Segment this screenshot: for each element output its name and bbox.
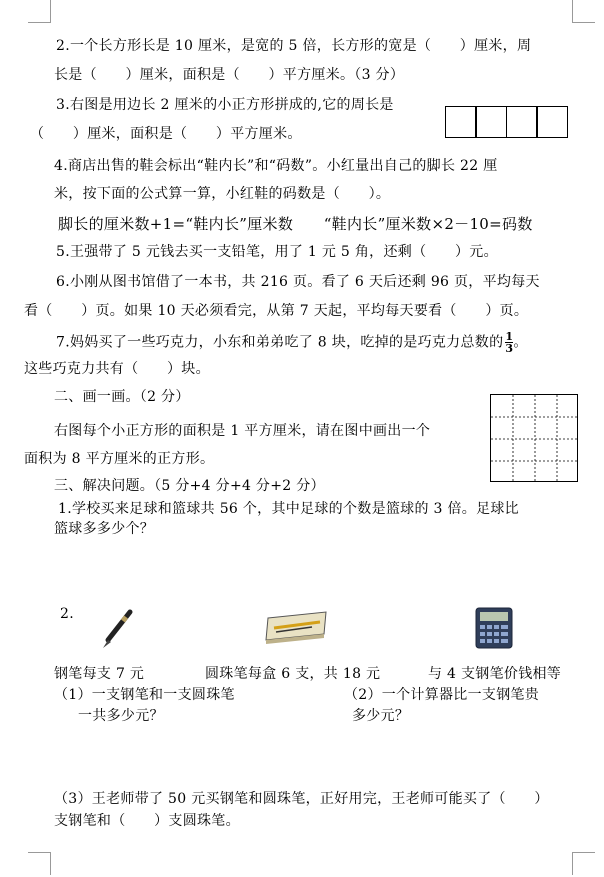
section2-line1: 右图每个小正方形的面积是 1 平方厘米，请在图中画出一个 — [54, 423, 431, 439]
corner-mark-top-left — [28, 0, 51, 23]
problem2-q2-line1: （2）一个计算器比一支钢笔贵 — [344, 687, 540, 703]
corner-mark-bottom-left — [28, 852, 51, 875]
q7-fraction-denominator: 3 — [505, 342, 514, 355]
q4-formula: 脚长的厘米数+1=“鞋内长”厘米数 “鞋内长”厘米数×2－10=码数 — [58, 215, 533, 233]
q7-period: 。 — [513, 334, 528, 351]
q3-square — [506, 106, 538, 138]
problem2-number: 2. — [60, 606, 74, 622]
fountain-pen-image — [96, 608, 136, 652]
section3-title: 三、解决问题。（5 分+4 分+4 分+2 分） — [54, 478, 325, 494]
q2-line2: 长是（ ）厘米，面积是（ ）平方厘米。（3 分） — [54, 67, 405, 83]
problem2-q2-line2: 多少元？ — [352, 708, 410, 724]
calculator-image — [474, 606, 514, 650]
drawing-grid-lines — [491, 395, 579, 483]
q7-fraction-numerator: 1 — [505, 330, 514, 343]
calculator-price-label: 与 4 支钢笔价钱相等 — [428, 666, 562, 682]
q7-text: 7.妈妈买了一些巧克力，小东和弟弟吃了 8 块，吃掉的是巧克力总数的 — [56, 334, 504, 351]
q3-line2: （ ）厘米，面积是（ ）平方厘米。 — [30, 126, 302, 142]
section2-title: 二、画一画。（2 分） — [54, 389, 190, 405]
ballpen-box-image — [262, 610, 330, 644]
q3-square — [475, 106, 507, 138]
problem1-line1: 1.学校买来足球和篮球共 56 个，其中足球的个数是篮球的 3 倍。足球比 — [58, 501, 519, 517]
q6-line2: 看（ ）页。如果 10 天必须看完，从第 7 天起，平均每天要看（ ）页。 — [24, 303, 529, 319]
q4-line1: 4.商店出售的鞋会标出“鞋内长”和“码数”。小红量出自己的脚长 22 厘 — [54, 158, 498, 174]
pen-price-label: 钢笔每支 7 元 — [54, 666, 145, 682]
problem1-line2: 篮球多多少个？ — [54, 521, 155, 537]
problem2-q1-line1: （1）一支钢笔和一支圆珠笔 — [54, 687, 235, 703]
q7-line2: 这些巧克力共有（ ）块。 — [24, 361, 210, 377]
q6-line1: 6.小刚从图书馆借了一本书，共 216 页。看了 6 天后还剩 96 页，平均每天 — [56, 274, 540, 290]
q2-line1: 2.一个长方形长是 10 厘米，是宽的 5 倍，长方形的宽是（ ）厘米，周 — [56, 38, 532, 54]
problem2-q1-line2: 一共多少元？ — [78, 708, 164, 724]
q3-square-figure — [446, 106, 568, 138]
q3-square — [445, 106, 477, 138]
q7-line1 — [56, 331, 528, 354]
problem2-q3-line1: （3）王老师带了 50 元买钢笔和圆珠笔，正好用完，王老师可能买了（ ） — [54, 791, 549, 807]
q3-square — [536, 106, 568, 138]
corner-mark-top-right — [572, 0, 595, 23]
problem2-q3-line2: 支钢笔和（ ）支圆珠笔。 — [54, 813, 240, 829]
drawing-grid[interactable] — [490, 394, 578, 482]
section2-line2: 面积为 8 平方厘米的正方形。 — [24, 451, 215, 467]
corner-mark-bottom-right — [572, 852, 595, 875]
q3-line1: 3.右图是用边长 2 厘米的小正方形拼成的,它的周长是 — [56, 97, 394, 113]
q5: 5.王强带了 5 元钱去买一支铅笔，用了 1 元 5 角，还剩（ ）元。 — [56, 244, 498, 260]
q4-line2: 米，按下面的公式算一算，小红鞋的码数是（ ）。 — [54, 186, 391, 202]
ballpen-price-label: 圆珠笔每盒 6 支，共 18 元 — [205, 666, 381, 682]
